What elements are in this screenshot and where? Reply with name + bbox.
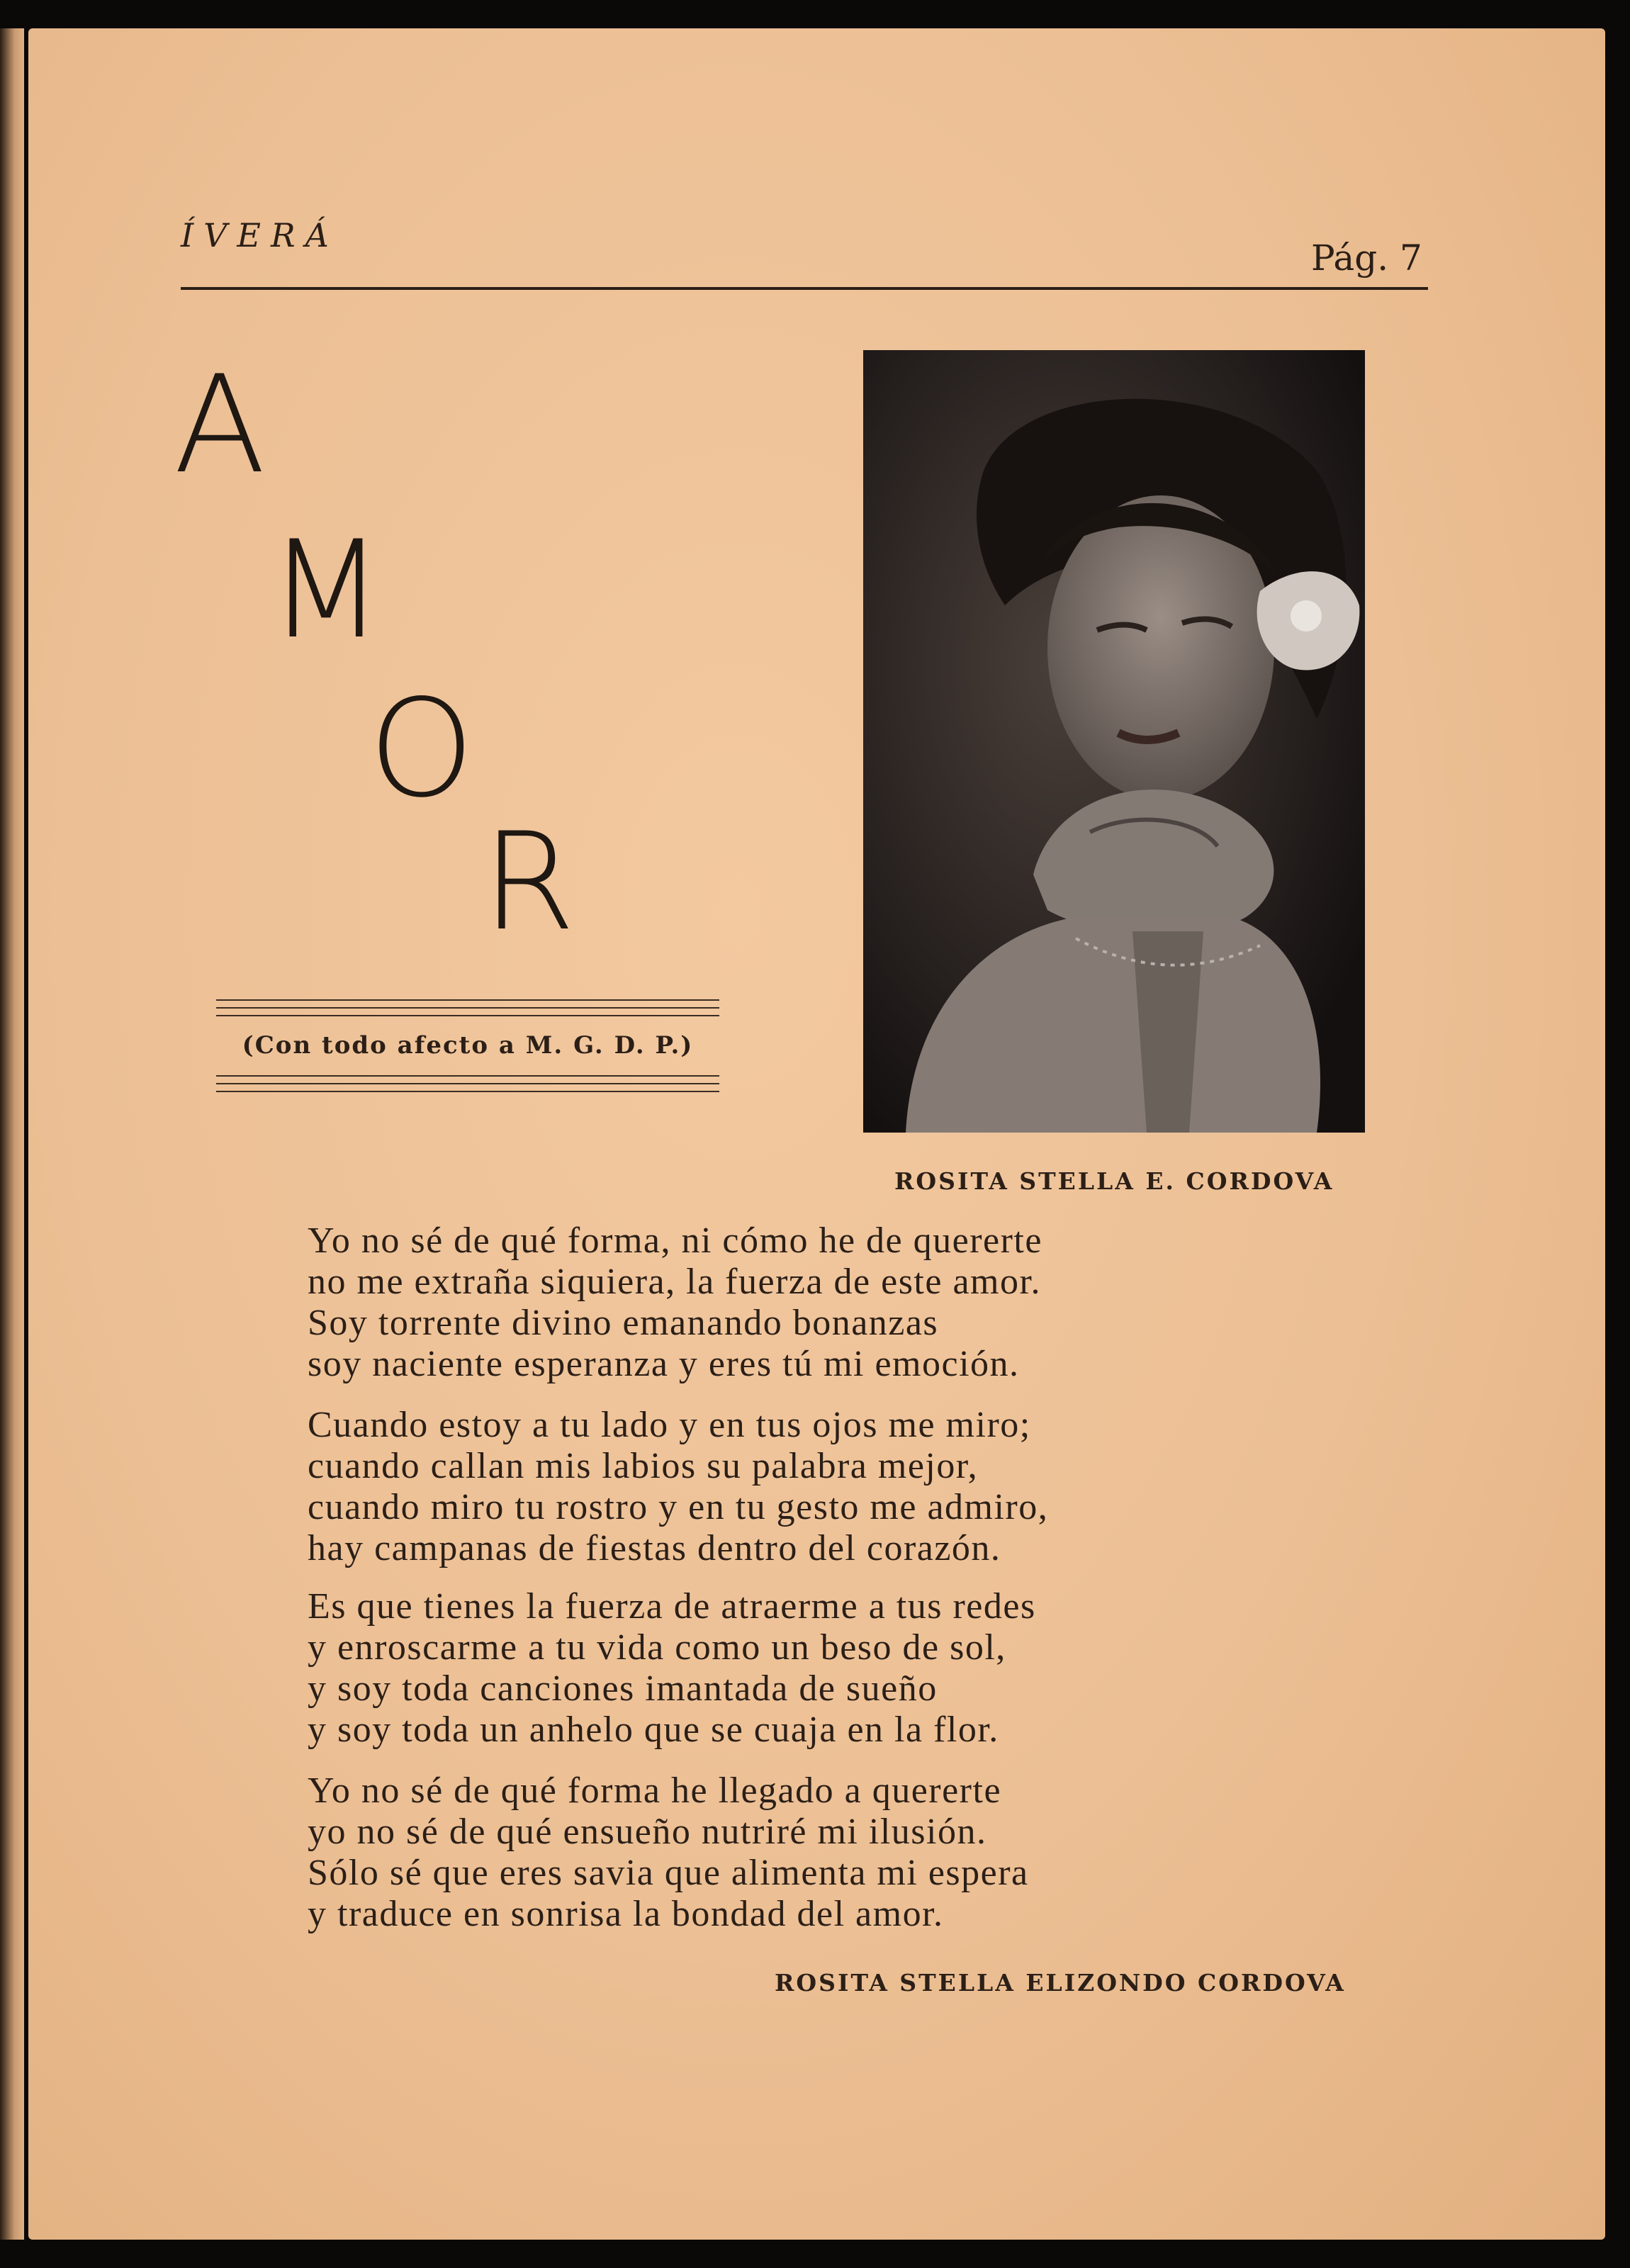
poem-stanza-2 [308, 1405, 1229, 1569]
poem-line: no me extraña siquiera, la fuerza de este amor. [308, 1262, 1041, 1302]
poem-line: Soy torrente divino emanando bonanzas [308, 1303, 939, 1343]
magazine-title: ÍVERÁ [181, 216, 339, 254]
poem-line: y enroscarme a tu vida como un beso de sol, [308, 1627, 1006, 1668]
dedication-rule-bottom [216, 1075, 719, 1099]
title-letter-r: R [482, 804, 576, 960]
title-letter-a: A [174, 347, 266, 503]
author-signature: ROSITA STELLA ELIZONDO CORDOVA [775, 1969, 1346, 1997]
poem-line: hay campanas de fiestas dentro del corazón. [308, 1528, 1001, 1568]
poem-line: Yo no sé de qué forma he llegado a quererte [308, 1770, 1002, 1811]
poem-line: soy naciente esperanza y eres tú mi emoción. [308, 1344, 1020, 1384]
dedication-rule-top [216, 999, 719, 1023]
poem-line: Yo no sé de qué forma, ni cómo he de quererte [308, 1220, 1042, 1261]
binding-spine [0, 28, 24, 2240]
portrait-photo [863, 350, 1365, 1133]
title-letter-o: O [369, 670, 475, 827]
page-number: Pág. 7 [1311, 237, 1422, 279]
poem-line: Es que tienes la fuerza de atraerme a tus redes [308, 1586, 1036, 1627]
portrait-illustration [863, 350, 1365, 1133]
title-letter-m: M [268, 512, 384, 668]
poem-line: y traduce en sonrisa la bondad del amor. [308, 1894, 944, 1934]
poem-line: cuando callan mis labios su palabra mejor, [308, 1446, 979, 1486]
poem-line: yo no sé de qué ensueño nutriré mi ilusión. [308, 1812, 987, 1852]
dedication: (Con todo afecto a M. G. D. P.) [242, 1031, 694, 1060]
header-rule [181, 287, 1428, 290]
poem-line: y soy toda un anhelo que se cuaja en la flor. [308, 1710, 999, 1750]
poem-stanza-3 [308, 1586, 1229, 1751]
poem-line: Sólo sé que eres savia que alimenta mi espera [308, 1853, 1029, 1893]
poem-line: cuando miro tu rostro y en tu gesto me admiro, [308, 1487, 1049, 1527]
poem-stanza-4 [308, 1770, 1229, 1935]
poem-line: y soy toda canciones imantada de sueño [308, 1668, 938, 1709]
poem-stanza-1 [308, 1220, 1229, 1385]
poem-line: Cuando estoy a tu lado y en tus ojos me miro; [308, 1405, 1031, 1445]
photo-caption: ROSITA STELLA E. CORDOVA [894, 1167, 1334, 1195]
